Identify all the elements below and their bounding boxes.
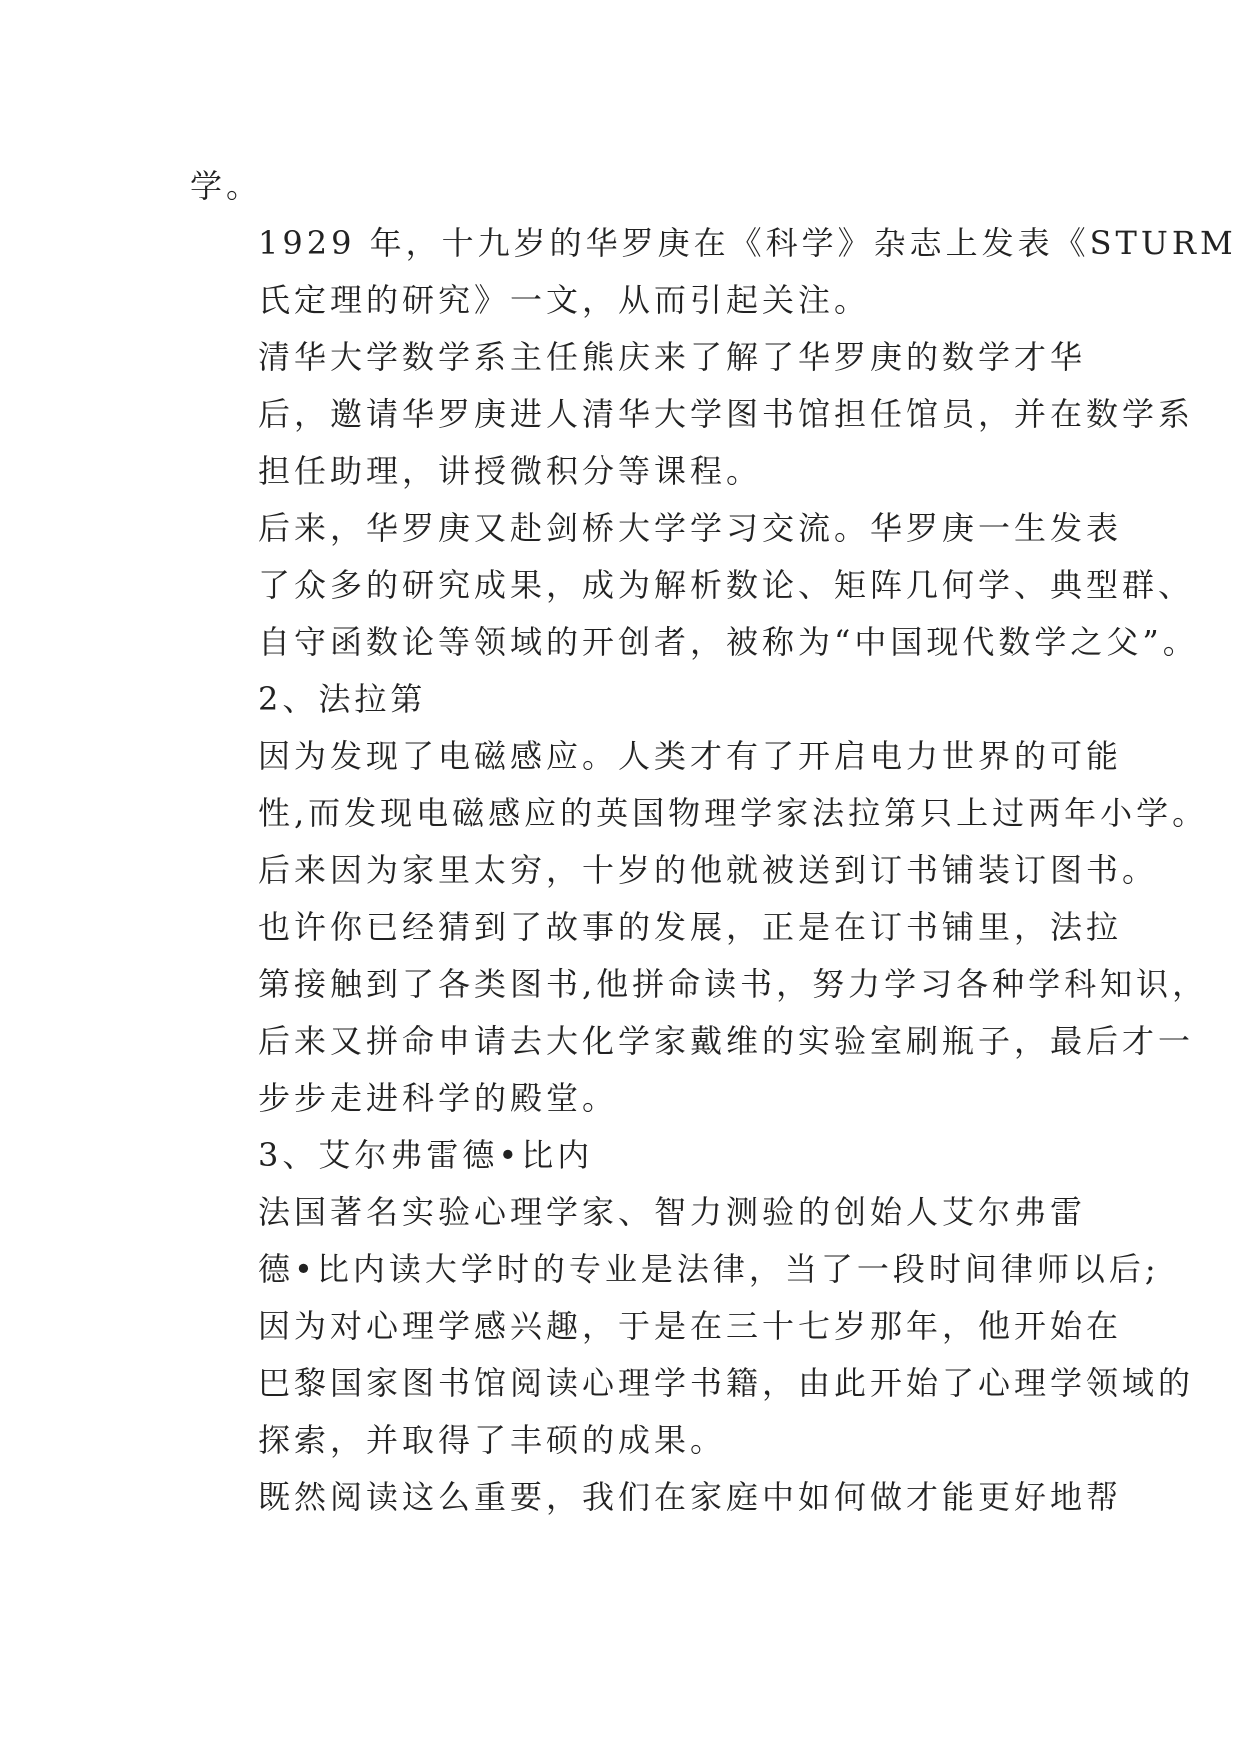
text-line: 性,而发现电磁感应的英国物理学家法拉第只上过两年小学。 bbox=[258, 794, 1209, 832]
text-line: 担任助理，讲授微积分等课程。 bbox=[258, 452, 763, 490]
text-line: 德•比内读大学时的专业是法律，当了一段时间律师以后; bbox=[258, 1250, 1160, 1288]
paragraph bbox=[190, 899, 1209, 1127]
text-line: 后来，华罗庚又赴剑桥大学学习交流。华罗庚一生发表 bbox=[258, 509, 1123, 547]
text-line: 后来又拼命申请去大化学家戴维的实验室刷瓶子，最后才一 bbox=[258, 1022, 1195, 1060]
text-line: 探索，并取得了丰硕的成果。 bbox=[258, 1421, 727, 1459]
text-line: 2、法拉第 bbox=[258, 680, 427, 718]
text-line: 也许你已经猜到了故事的发展，正是在订书铺里，法拉 bbox=[258, 908, 1123, 946]
paragraph bbox=[190, 500, 1199, 671]
paragraph bbox=[190, 728, 1209, 899]
document-body bbox=[190, 158, 1237, 1526]
text-line: 后来因为家里太穷，十岁的他就被送到订书铺装订图书。 bbox=[258, 851, 1159, 889]
paragraph bbox=[190, 329, 1195, 500]
paragraph bbox=[190, 1127, 1070, 1184]
text-line: 第接触到了各类图书,他拼命读书，努力学习各种学科知识， bbox=[258, 965, 1209, 1003]
text-line: 后，邀请华罗庚进人清华大学图书馆担任馆员，并在数学系 bbox=[258, 395, 1195, 433]
text-line: 步步走进科学的殿堂。 bbox=[258, 1079, 619, 1117]
text-line: 既然阅读这么重要，我们在家庭中如何做才能更好地帮 bbox=[258, 1478, 1123, 1516]
paragraph bbox=[190, 671, 1070, 728]
paragraph bbox=[190, 1469, 1123, 1526]
paragraph bbox=[190, 1298, 1195, 1469]
text-line: 巴黎国家图书馆阅读心理学书籍，由此开始了心理学领域的 bbox=[258, 1364, 1195, 1402]
text-line: 清华大学数学系主任熊庆来了解了华罗庚的数学才华 bbox=[258, 338, 1087, 376]
text-line: 了众多的研究成果，成为解析数论、矩阵几何学、典型群、 bbox=[258, 566, 1195, 604]
text-line: 自守函数论等领域的开创者，被称为“中国现代数学之父”。 bbox=[258, 623, 1199, 661]
text-line: 因为对心理学感兴趣，于是在三十七岁那年，他开始在 bbox=[258, 1307, 1123, 1345]
paragraph bbox=[190, 215, 1237, 329]
text-line: 1929 年，十九岁的华罗庚在《科学》杂志上发表《STURM bbox=[258, 224, 1237, 262]
text-line: 氏定理的研究》一文，从而引起关注。 bbox=[258, 281, 871, 319]
paragraph bbox=[190, 158, 1070, 215]
text-line: 3、艾尔弗雷德•比内 bbox=[258, 1136, 594, 1174]
text-line: 法国著名实验心理学家、智力测验的创始人艾尔弗雷 bbox=[258, 1193, 1087, 1231]
text-line: 学。 bbox=[190, 167, 263, 205]
text-line: 因为发现了电磁感应。人类才有了开启电力世界的可能 bbox=[258, 737, 1123, 775]
paragraph bbox=[190, 1184, 1160, 1298]
